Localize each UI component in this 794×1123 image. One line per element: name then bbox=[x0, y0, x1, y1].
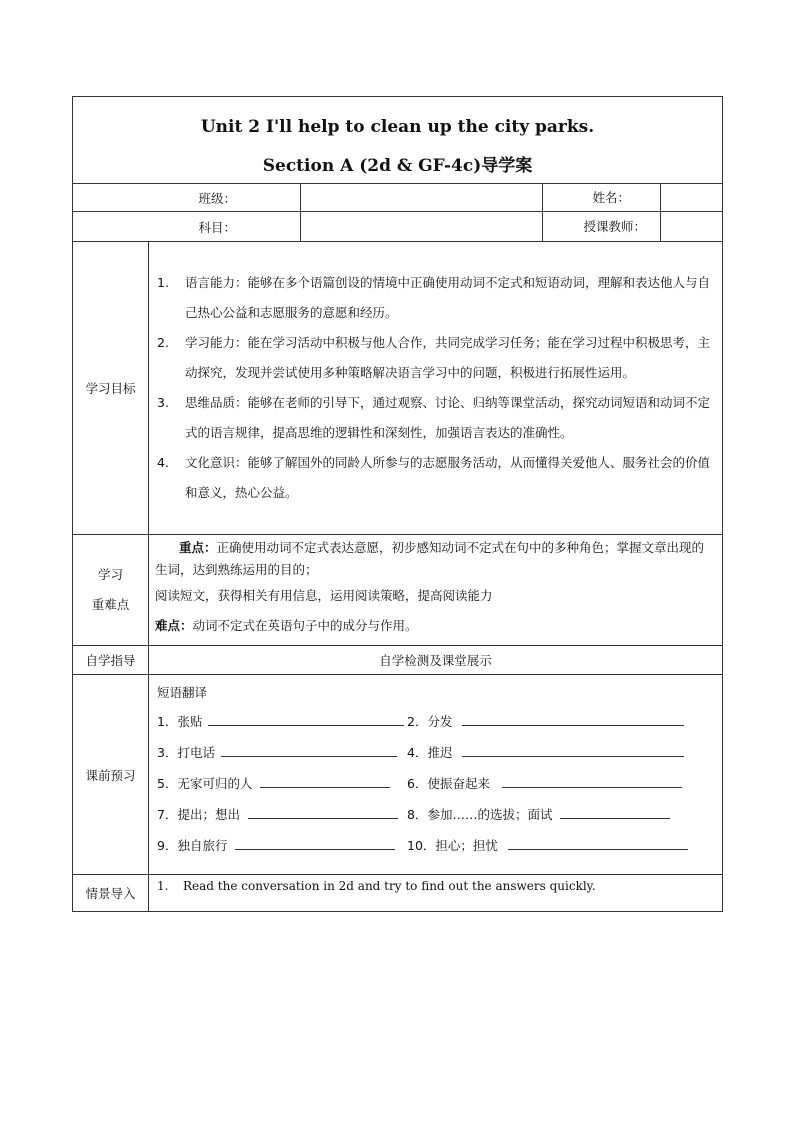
unit-title: Unit 2 I'll help to clean up the city parks. bbox=[200, 116, 595, 137]
answer-blank[interactable] bbox=[462, 742, 684, 757]
phrase-prompt: 2．分发 bbox=[407, 714, 453, 729]
focus-text-2: 阅读短文，获得相关有用信息，运用阅读策略，提高阅读能力 bbox=[155, 588, 493, 603]
objective-item bbox=[157, 328, 714, 388]
objective-number: 1. bbox=[157, 275, 169, 290]
subject-field[interactable] bbox=[301, 212, 543, 242]
phrase-row bbox=[157, 835, 714, 866]
objective-item bbox=[157, 268, 714, 328]
intro-text: Read the conversation in 2d and try to find out the answers quickly. bbox=[183, 879, 596, 893]
intro-number: 1. bbox=[157, 879, 169, 893]
phrase-row bbox=[157, 804, 714, 835]
intro-content bbox=[149, 875, 723, 912]
answer-blank[interactable] bbox=[208, 711, 404, 726]
class-field[interactable] bbox=[301, 184, 543, 212]
section-title: Section A (2d & GF-4c)导学案 bbox=[262, 155, 533, 176]
objective-item bbox=[157, 388, 714, 448]
teacher-label: 授课教师： bbox=[543, 212, 661, 241]
name-label: 姓名： bbox=[543, 184, 661, 211]
objectives-row bbox=[73, 242, 723, 535]
preview-row bbox=[73, 675, 723, 875]
answer-blank[interactable] bbox=[248, 804, 398, 819]
answer-blank[interactable] bbox=[462, 711, 684, 726]
guide-sheet bbox=[72, 96, 722, 912]
phrase-prompt: 6．使振奋起来 bbox=[407, 776, 490, 791]
intro-row bbox=[73, 875, 723, 912]
subject-label: 科目： bbox=[73, 212, 301, 242]
answer-blank[interactable] bbox=[260, 773, 390, 788]
subject-row bbox=[73, 212, 723, 242]
objective-number: 4. bbox=[157, 455, 169, 470]
phrase-prompt: 3．打电话 bbox=[157, 745, 215, 760]
focus-label: 重点： bbox=[179, 540, 217, 555]
objective-text: 文化意识：能够了解国外的同龄人所参与的志愿服务活动，从而懂得关爱他人、服务社会的价值和意义，热心公益。 bbox=[185, 455, 711, 500]
guide-row bbox=[73, 646, 723, 675]
name-cell bbox=[543, 184, 723, 212]
phrase-prompt: 1．张贴 bbox=[157, 714, 203, 729]
phrase-prompt: 5．无家可归的人 bbox=[157, 776, 253, 791]
guide-label: 自学指导 bbox=[73, 646, 149, 675]
phrase-prompt: 4．推迟 bbox=[407, 745, 453, 760]
phrase-prompt: 7．提出；想出 bbox=[157, 807, 240, 822]
answer-blank[interactable] bbox=[502, 773, 682, 788]
focus-text: 正确使用动词不定式表达意愿，初步感知动词不定式在句中的多种角色；掌握文章出现的生词，达到熟练运用的目的； bbox=[155, 540, 705, 577]
objective-number: 3. bbox=[157, 395, 169, 410]
objective-number: 2. bbox=[157, 335, 169, 350]
preview-label: 课前预习 bbox=[73, 675, 149, 875]
intro-label: 情景导入 bbox=[73, 875, 149, 912]
phrase-row bbox=[157, 742, 714, 773]
objective-text: 思维品质：能够在老师的引导下，通过观察、讨论、归纳等课堂活动，探究动词短语和动词不定式的语言规律，提高思维的逻辑性和深刻性，加强语言表达的准确性。 bbox=[185, 395, 711, 440]
answer-blank[interactable] bbox=[235, 835, 395, 850]
phrase-prompt: 10．担心；担忧 bbox=[407, 838, 498, 853]
key-points-row bbox=[73, 535, 723, 646]
phrase-row bbox=[157, 773, 714, 804]
key-points-label bbox=[73, 535, 149, 646]
objective-text: 语言能力：能够在多个语篇创设的情境中正确使用动词不定式和短语动词，理解和表达他人与自己热心公益和志愿服务的意愿和经历。 bbox=[185, 275, 711, 320]
objectives-label: 学习目标 bbox=[73, 242, 149, 535]
key-points-label-line1: 学习 bbox=[97, 567, 123, 582]
objectives-content bbox=[149, 242, 723, 535]
difficulty-paragraph bbox=[155, 615, 716, 637]
objective-text: 学习能力：能在学习活动中积极与他人合作，共同完成学习任务；能在学习过程中积极思考，主动探究，发现并尝试使用多种策略解决语言学习中的问题，积极进行拓展性运用。 bbox=[185, 335, 711, 380]
key-points-label-line2: 重难点 bbox=[91, 597, 130, 612]
phrase-prompt: 8．参加……的选拔；面试 bbox=[407, 807, 553, 822]
class-label: 班级： bbox=[73, 184, 301, 212]
difficulty-label: 难点： bbox=[155, 618, 193, 633]
preview-title: 短语翻译 bbox=[157, 685, 208, 700]
teacher-field[interactable] bbox=[661, 212, 722, 241]
objective-item bbox=[157, 448, 714, 508]
difficulty-text: 动词不定式在英语句子中的成分与作用。 bbox=[192, 618, 418, 633]
class-row bbox=[73, 184, 723, 212]
title-cell bbox=[73, 97, 723, 184]
teacher-cell bbox=[543, 212, 723, 242]
lesson-table bbox=[72, 96, 723, 912]
preview-content bbox=[149, 675, 723, 875]
title-row bbox=[73, 97, 723, 184]
phrase-prompt: 9．独自旅行 bbox=[157, 838, 228, 853]
phrase-row bbox=[157, 711, 714, 742]
answer-blank[interactable] bbox=[560, 804, 670, 819]
focus-paragraph bbox=[155, 537, 716, 581]
answer-blank[interactable] bbox=[221, 742, 397, 757]
key-points-content bbox=[149, 535, 723, 646]
answer-blank[interactable] bbox=[508, 835, 688, 850]
guide-content: 自学检测及课堂展示 bbox=[149, 646, 723, 675]
name-field[interactable] bbox=[661, 184, 722, 211]
